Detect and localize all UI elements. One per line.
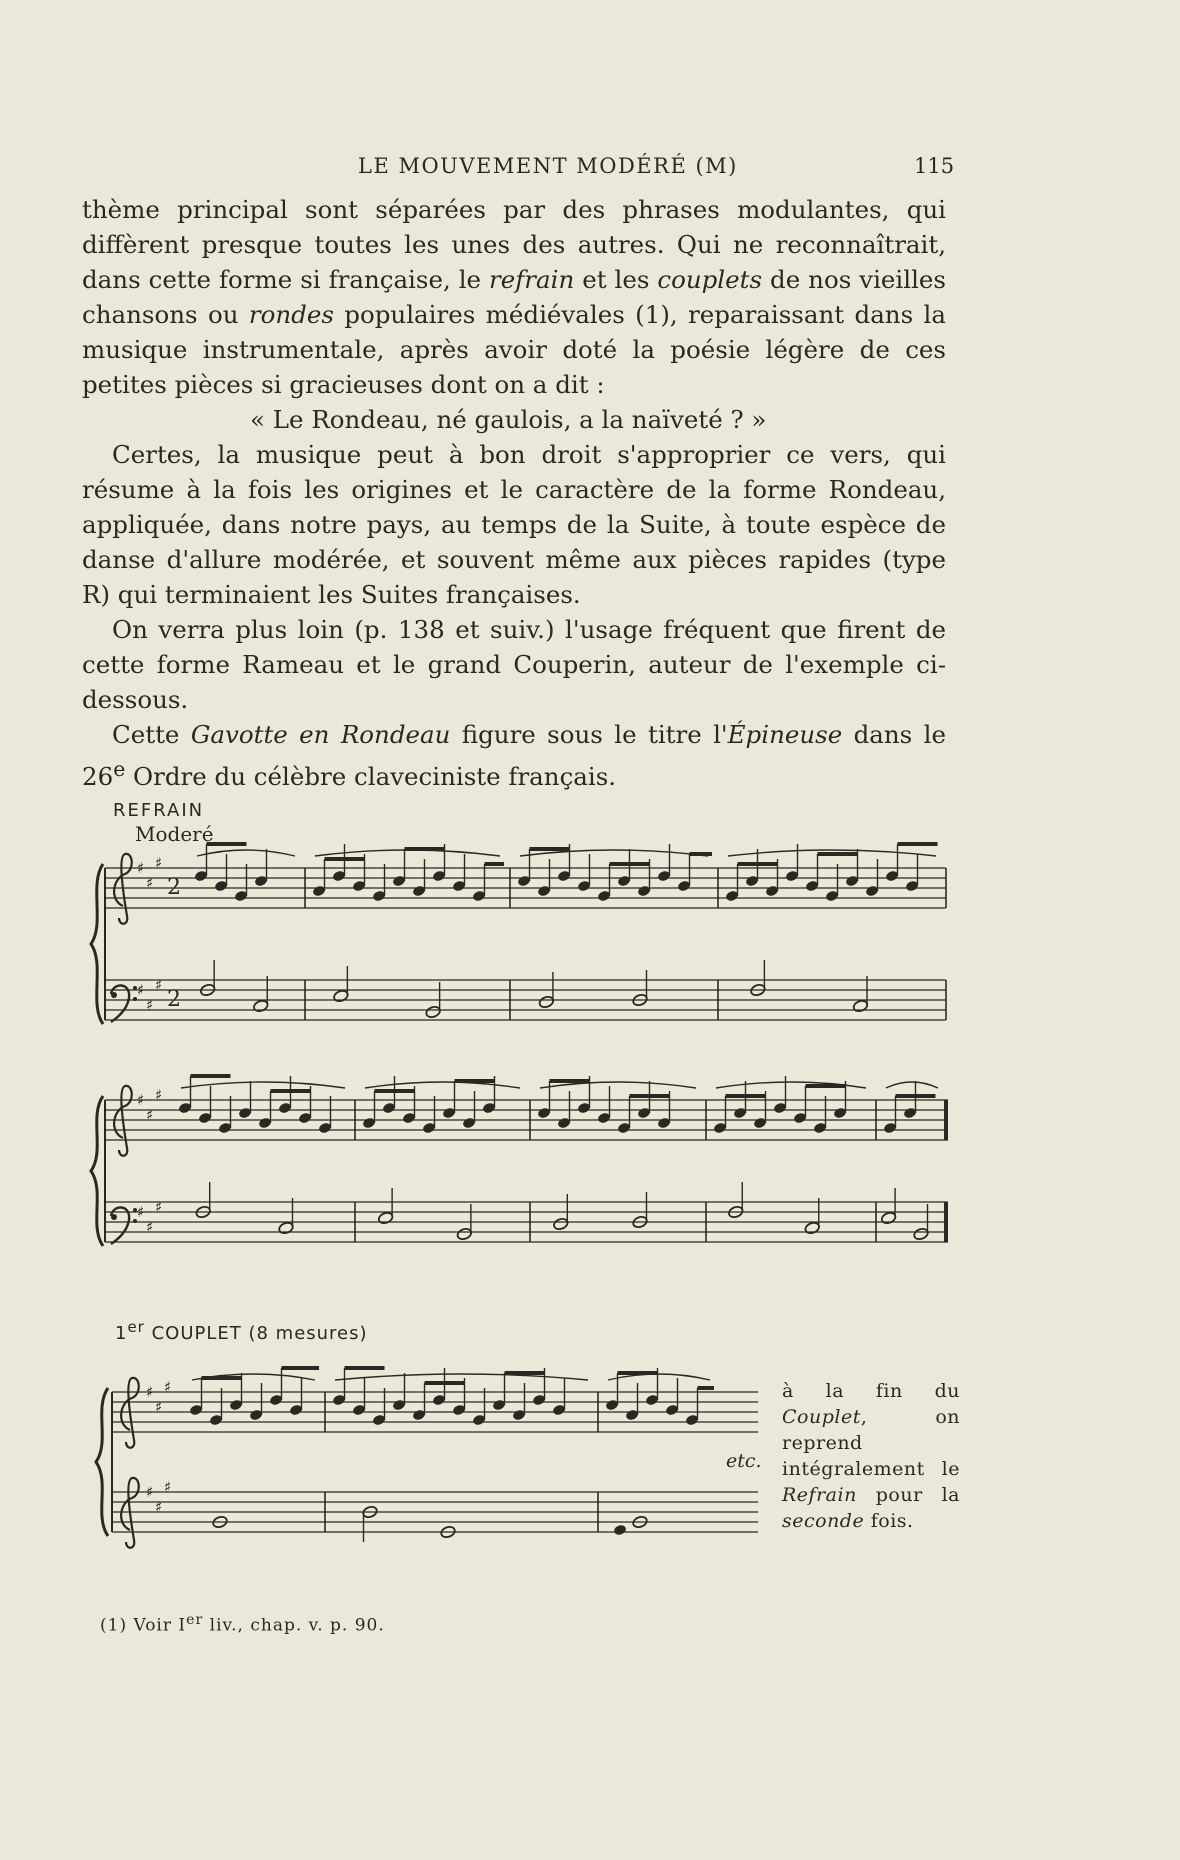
half-note-head xyxy=(425,1005,441,1019)
half-note-head xyxy=(852,999,868,1013)
epineuse-title: Épineuse xyxy=(727,720,843,749)
slur xyxy=(886,1082,938,1088)
paragraph-4-text-b: figure sous le titre l' xyxy=(450,720,728,749)
key-signature-sharp: ♯ xyxy=(155,976,163,994)
key-signature-sharp: ♯ xyxy=(146,1106,154,1124)
footnote-superscript: er xyxy=(186,1612,204,1628)
side-note-seconde: seconde xyxy=(782,1510,865,1532)
key-signature-sharp: ♯ xyxy=(137,859,145,877)
side-note-couplet: Couplet xyxy=(782,1406,861,1428)
footnote xyxy=(100,1612,385,1636)
tempo-marking: Moderé xyxy=(135,822,214,846)
couplet-number: 1 xyxy=(115,1323,128,1344)
note-head xyxy=(613,1524,627,1537)
paragraph-1-text-b: et les xyxy=(574,265,658,294)
key-signature-sharp: ♯ xyxy=(155,1198,163,1216)
time-signature: 2 xyxy=(167,987,181,1012)
running-title: LE MOUVEMENT MODÉRÉ (M) xyxy=(358,154,738,178)
half-note-head xyxy=(456,1227,472,1241)
side-note-text-b: , on reprend intégralement le xyxy=(782,1406,960,1480)
key-signature-sharp: ♯ xyxy=(155,854,163,872)
slur xyxy=(181,1082,345,1088)
key-signature-sharp: ♯ xyxy=(155,1398,163,1416)
slur xyxy=(335,1374,588,1380)
half-note-head xyxy=(377,1211,393,1225)
key-signature-sharp: ♯ xyxy=(146,1383,154,1401)
treble-clef xyxy=(114,854,132,924)
key-signature-sharp: ♯ xyxy=(146,874,154,892)
key-signature-sharp: ♯ xyxy=(155,1086,163,1104)
rondes-term: rondes xyxy=(248,300,334,329)
side-note-text-a: à la fin du xyxy=(782,1380,960,1402)
brace xyxy=(91,1096,103,1246)
time-signature: 2 xyxy=(167,875,181,900)
bass-clef xyxy=(111,985,129,1022)
bass-clef-dot xyxy=(111,1214,117,1220)
half-note-head xyxy=(278,1221,294,1235)
bass-clef-dot xyxy=(111,992,117,998)
paragraph-4-text-a: Cette xyxy=(112,720,191,749)
couplet-superscript: er xyxy=(127,1318,145,1336)
quote-line: « Le Rondeau, né gaulois, a la naïveté ? » xyxy=(250,405,767,434)
paragraph-1-text-a: thème principal sont séparées par des phrases modulantes, qui diffèrent presque toutes les unes des autres. Qui ne reconnaîtrait, dans cette forme si française, le xyxy=(82,195,946,294)
couplet-text: COUPLET (8 mesures) xyxy=(144,1323,368,1344)
side-note-text-d: fois. xyxy=(864,1510,914,1532)
paragraph-2: Certes, la musique peut à bon droit s'approprier ce vers, qui résume à la fois les origines et le caractère de la forme Rondeau, appliquée, dans notre pays, au temps de la Suite, à toute espèce de danse d'allure modérée, et souvent même aux pièces rapides (type R) qui terminaient les Suites françaises. xyxy=(82,440,946,609)
key-signature-sharp: ♯ xyxy=(164,1378,172,1396)
piece-title: Gavotte en Rondeau xyxy=(190,720,451,749)
side-note-refrain: Refrain xyxy=(782,1484,857,1506)
refrain-term: refrain xyxy=(489,265,575,294)
half-note-head xyxy=(913,1227,929,1241)
slur xyxy=(365,1082,520,1088)
half-note-head xyxy=(538,995,554,1009)
refrain-label: REFRAIN xyxy=(113,800,205,821)
treble-clef xyxy=(114,1086,132,1156)
key-signature-sharp: ♯ xyxy=(146,996,154,1014)
side-note xyxy=(782,1378,960,1534)
key-signature-sharp: ♯ xyxy=(164,1478,172,1496)
half-note-head xyxy=(880,1211,896,1225)
key-signature-sharp: ♯ xyxy=(146,1483,154,1501)
half-note-head xyxy=(333,989,349,1003)
key-signature-sharp: ♯ xyxy=(146,1218,154,1236)
paragraph-3: On verra plus loin (p. 138 et suiv.) l'usage fréquent que firent de cette forme Rameau et le grand Couperin, auteur de l'exemple ci-dessous. xyxy=(82,615,946,714)
half-note-head xyxy=(553,1217,569,1231)
key-signature-sharp: ♯ xyxy=(137,1203,145,1221)
treble-clef xyxy=(121,1478,139,1548)
paragraph-1-text-c: de nos vieilles chansons ou xyxy=(82,265,946,329)
footnote-text-b: liv., chap. v. p. 90. xyxy=(203,1615,385,1636)
paragraph-1-text-d: populaires médiévales (1), reparaissant dans la musique instrumentale, après avoir doté la poésie légère de ces petites pièces si gracieuses dont on a dit : xyxy=(82,300,946,399)
brace xyxy=(91,864,103,1024)
paragraph-4-text-c: dans le 26 xyxy=(82,720,946,792)
bass-clef xyxy=(111,1207,129,1244)
couplets-term: couplets xyxy=(657,265,763,294)
key-signature-sharp: ♯ xyxy=(155,1498,163,1516)
ordinal-superscript: e xyxy=(113,757,126,781)
slur xyxy=(197,850,295,856)
key-signature-sharp: ♯ xyxy=(137,981,145,999)
brace xyxy=(96,1388,108,1536)
paragraph-4-text-d: Ordre du célèbre claveciniste français. xyxy=(125,762,617,792)
page-number: 115 xyxy=(914,154,955,178)
footnote-text-a: (1) Voir I xyxy=(100,1615,187,1636)
etc-marking: etc. xyxy=(726,1450,762,1472)
final-barline xyxy=(944,1202,948,1242)
side-note-text-c: pour la xyxy=(856,1484,960,1506)
half-note-head xyxy=(253,999,269,1013)
half-note-head xyxy=(804,1221,820,1235)
final-barline xyxy=(944,1100,948,1140)
treble-clef xyxy=(121,1378,139,1448)
key-signature-sharp: ♯ xyxy=(137,1091,145,1109)
